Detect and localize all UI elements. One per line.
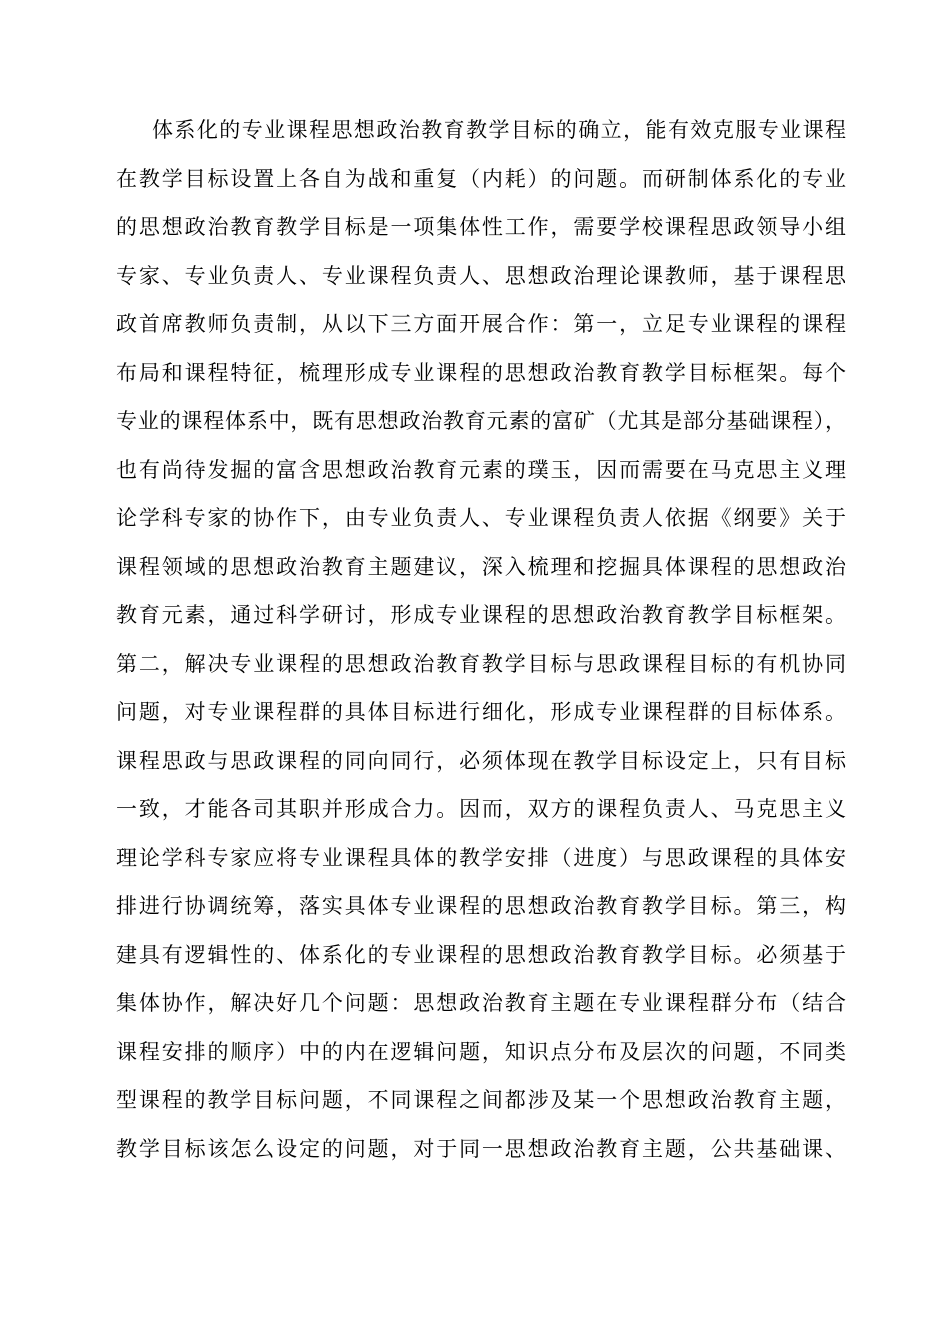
text-line: 教育元素，通过科学研讨，形成专业课程的思想政治教育教学目标框架。: [116, 603, 846, 627]
text-line: 的思想政治教育教学目标是一项集体性工作，需要学校课程思政领导小组: [116, 215, 846, 239]
text-line: 课程领域的思想政治教育主题建议，深入梳理和挖掘具体课程的思想政治: [116, 554, 846, 579]
text-line: 专家、专业负责人、专业课程负责人、思想政治理论课教师，基于课程思: [116, 263, 846, 288]
text-line: 也有尚待发掘的富含思想政治教育元素的璞玉，因而需要在马克思主义理: [116, 457, 846, 482]
text-line: 排进行协调统筹，落实具体专业课程的思想政治教育教学目标。第三，构: [116, 894, 846, 918]
text-line: 课程安排的顺序）中的内在逻辑问题，知识点分布及层次的问题，不同类: [116, 1039, 846, 1064]
body-paragraph: [116, 106, 846, 1173]
text-line: 专业的课程体系中，既有思想政治教育元素的富矿（尤其是部分基础课程），: [116, 409, 846, 433]
text-line: 一致，才能各司其职并形成合力。因而，双方的课程负责人、马克思主义: [116, 797, 846, 821]
text-line: 型课程的教学目标问题，不同课程之间都涉及某一个思想政治教育主题，: [116, 1088, 846, 1112]
text-line: 集体协作，解决好几个问题：思想政治教育主题在专业课程群分布（结合: [116, 991, 846, 1015]
text-line: 建具有逻辑性的、体系化的专业课程的思想政治教育教学目标。必须基于: [116, 942, 846, 967]
text-line: 问题，对专业课程群的具体目标进行细化，形成专业课程群的目标体系。: [116, 700, 846, 724]
text-line: 第二，解决专业课程的思想政治教育教学目标与思政课程目标的有机协同: [116, 651, 846, 676]
text-line: 教学目标该怎么设定的问题，对于同一思想政治教育主题，公共基础课、: [116, 1136, 846, 1161]
text-line: 课程思政与思政课程的同向同行，必须体现在教学目标设定上，只有目标: [116, 748, 846, 773]
text-line: 政首席教师负责制，从以下三方面开展合作：第一，立足专业课程的课程: [116, 312, 846, 336]
text-line: 在教学目标设置上各自为战和重复（内耗）的问题。而研制体系化的专业: [116, 166, 846, 191]
text-line: 理论学科专家应将专业课程具体的教学安排（进度）与思政课程的具体安: [116, 845, 846, 870]
text-line: 论学科专家的协作下，由专业负责人、专业课程负责人依据《纲要》关于: [116, 506, 846, 530]
text-line: 体系化的专业课程思想政治教育教学目标的确立，能有效克服专业课程: [152, 118, 846, 142]
text-line: 布局和课程特征，梳理形成专业课程的思想政治教育教学目标框架。每个: [116, 360, 846, 385]
